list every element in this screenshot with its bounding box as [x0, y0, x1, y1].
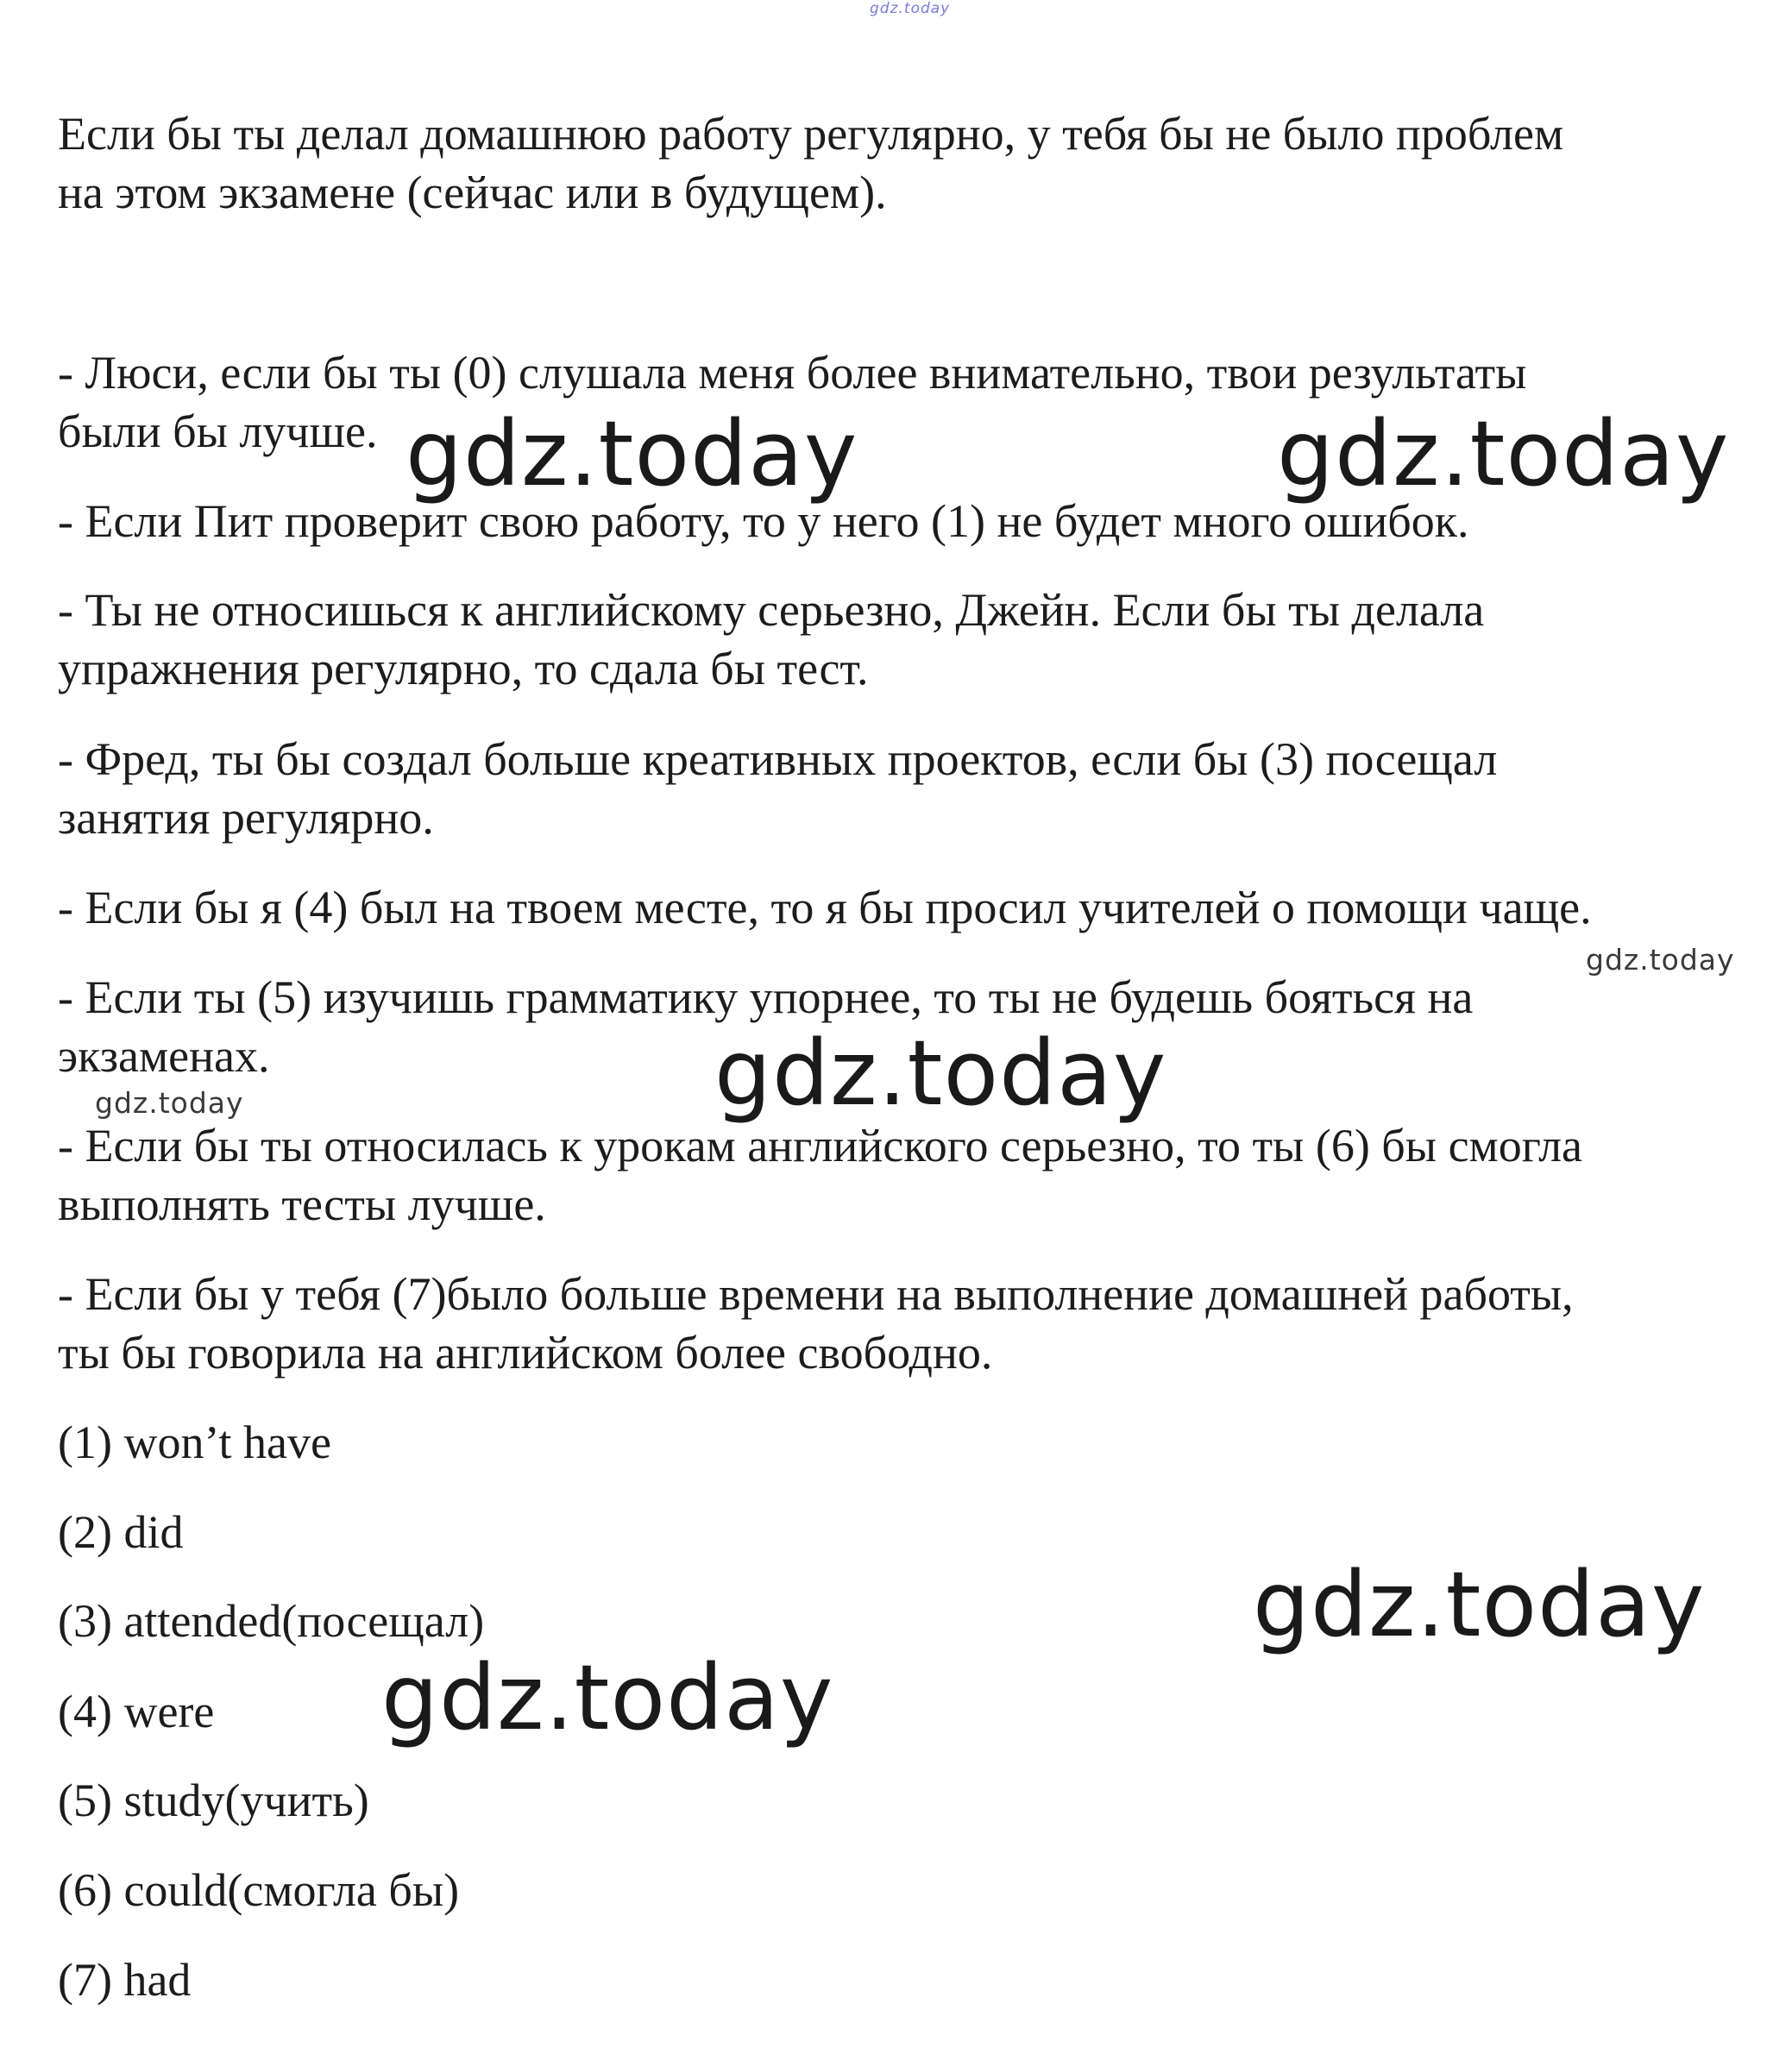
sentence-2-line-1: - Ты не относишься к английскому серьезно, Джейн. Если бы ты делала [58, 584, 1485, 636]
watermark-big-1: gdz.today [406, 401, 858, 506]
watermark-top: gdz.today [870, 0, 951, 17]
sentence-0-line-2: были бы лучше. [58, 405, 378, 457]
sentence-6-line-1: - Если бы ты относилась к урокам английского серьезно, то ты (6) бы смогла [58, 1120, 1583, 1171]
answer-6: (6) could(смогла бы) [58, 1864, 460, 1916]
watermark-big-3: gdz.today [714, 1021, 1167, 1126]
sentence-7-line-2: ты бы говорила на английском более свободно. [58, 1327, 993, 1379]
sentence-5-line-2: экзаменах. [58, 1030, 270, 1082]
sentence-0-line-1: - Люси, если бы ты (0) слушала меня более внимательно, твои результаты [58, 347, 1527, 399]
sentence-3-line-2: занятия регулярно. [58, 792, 434, 844]
answer-2: (2) did [58, 1506, 184, 1558]
sentence-7-line-1: - Если бы у тебя (7)было больше времени на выполнение домашней работы, [58, 1268, 1574, 1320]
intro-line-2: на этом экзамене (сейчас или в будущем). [58, 166, 887, 218]
answer-1: (1) won’t have [58, 1416, 331, 1468]
watermark-small-1: gdz.today [1586, 943, 1735, 977]
answer-5: (5) study(учить) [58, 1774, 369, 1826]
sentence-6-line-2: выполнять тесты лучше. [58, 1178, 546, 1230]
answer-7: (7) had [58, 1954, 192, 2006]
watermark-small-2: gdz.today [95, 1086, 244, 1120]
watermark-big-5: gdz.today [381, 1645, 834, 1750]
sentence-4-line-1: - Если бы я (4) был на твоем месте, то я бы просил учителей о помощи чаще. [58, 882, 1592, 933]
sentence-3-line-1: - Фред, ты бы создал больше креативных проектов, если бы (3) посещал [58, 733, 1498, 785]
sentence-2-line-2: упражнения регулярно, то сдала бы тест. [58, 643, 869, 694]
watermark-big-2: gdz.today [1277, 401, 1730, 506]
sentence-1-line-1: - Если Пит проверит свою работу, то у него (1) не будет много ошибок. [58, 495, 1469, 547]
sentence-5-line-1: - Если ты (5) изучишь грамматику упорнее, то ты не будешь бояться на [58, 971, 1474, 1023]
answer-4: (4) were [58, 1686, 215, 1737]
answer-3: (3) attended(посещал) [58, 1595, 485, 1647]
intro-line-1: Если бы ты делал домашнюю работу регулярно, у тебя бы не было проблем [58, 108, 1564, 160]
watermark-big-4: gdz.today [1253, 1552, 1706, 1657]
